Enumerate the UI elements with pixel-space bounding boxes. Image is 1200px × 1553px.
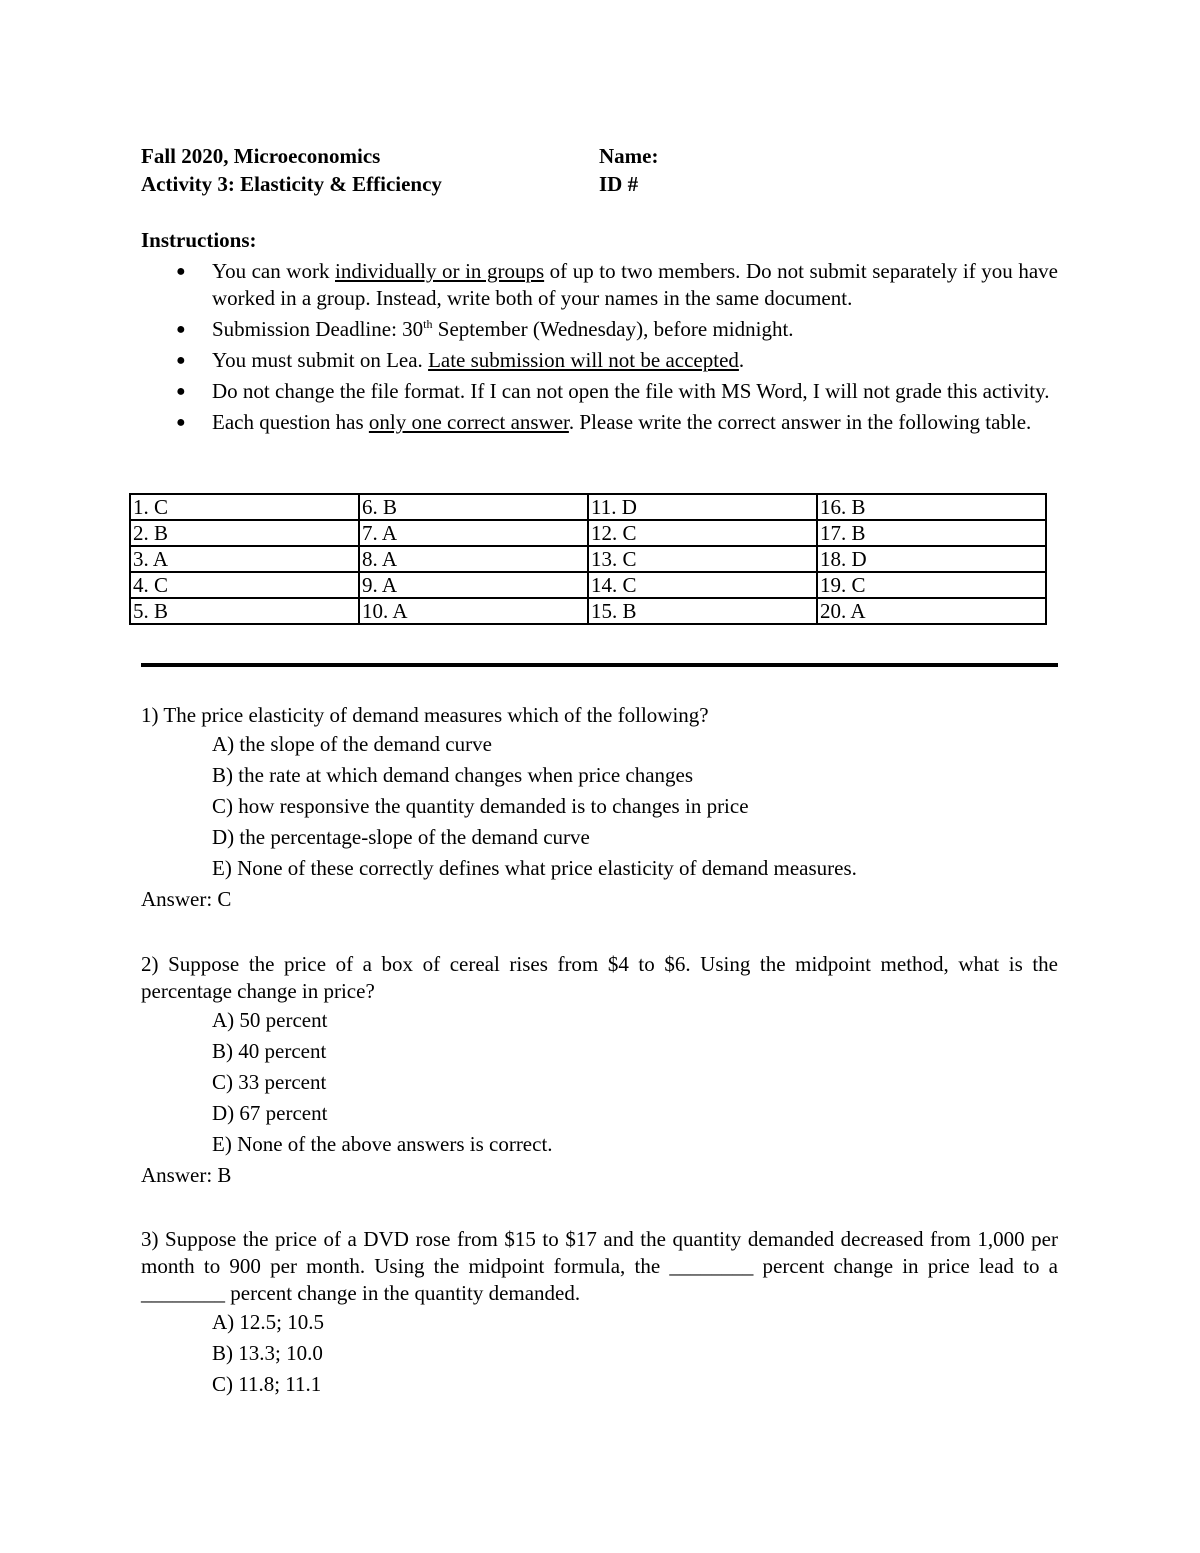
- question-option: E) None of these correctly defines what price elasticity of demand measures.: [212, 856, 857, 880]
- table-cell: 8. A: [359, 546, 588, 572]
- table-cell: 6. B: [359, 494, 588, 520]
- name-label: Name:: [599, 144, 659, 168]
- question-2: [141, 951, 1058, 1191]
- table-row: [130, 520, 1046, 546]
- question-1: [141, 702, 1058, 915]
- bullet-icon: ●: [176, 414, 186, 431]
- bullet-icon: ●: [176, 321, 186, 338]
- instruction-item: ● Do not change the file format. If I can not open the file with MS Word, I will not grade this activity.: [176, 379, 1050, 403]
- bullet-icon: ●: [176, 383, 186, 400]
- bullet-icon: ●: [176, 263, 186, 280]
- question-stem: 3) Suppose the price of a DVD rose from $15 to $17 and the quantity demanded decreased from 1,000 per month to 900 per month. Using the midpoint formula, the ________ percent change in price lead to a ________ percent change in the quantity demanded.: [141, 1227, 1058, 1305]
- question-option: A) the slope of the demand curve: [212, 732, 492, 756]
- table-cell: 15. B: [588, 598, 817, 624]
- horizontal-divider: [141, 663, 1058, 667]
- table-cell: 5. B: [130, 598, 359, 624]
- table-row: [130, 546, 1046, 572]
- table-cell: 4. C: [130, 572, 359, 598]
- id-label: ID #: [599, 172, 639, 196]
- student-fields: [599, 142, 658, 198]
- question-stem: 2) Suppose the price of a box of cereal rises from $4 to $6. Using the midpoint method, what is the percentage change in price?: [141, 952, 1058, 1003]
- table-cell: 10. A: [359, 598, 588, 624]
- question-option: E) None of the above answers is correct.: [212, 1132, 553, 1156]
- question-option: D) 67 percent: [212, 1101, 328, 1125]
- table-cell: 7. A: [359, 520, 588, 546]
- table-cell: 3. A: [130, 546, 359, 572]
- question-answer: Answer: B: [141, 1163, 232, 1187]
- table-row: [130, 494, 1046, 520]
- table-cell: 11. D: [588, 494, 817, 520]
- document-header: [141, 142, 1058, 198]
- table-cell: 19. C: [817, 572, 1046, 598]
- question-option: C) 33 percent: [212, 1070, 327, 1094]
- question-option: B) 13.3; 10.0: [212, 1341, 323, 1365]
- table-cell: 14. C: [588, 572, 817, 598]
- question-option: A) 12.5; 10.5: [212, 1310, 324, 1334]
- table-cell: 2. B: [130, 520, 359, 546]
- question-option: B) the rate at which demand changes when price changes: [212, 763, 694, 787]
- instruction-item: ● Submission Deadline: 30th September (Wednesday), before midnight.: [176, 317, 794, 341]
- table-row: [130, 598, 1046, 624]
- table-cell: 18. D: [817, 546, 1046, 572]
- table-row: [130, 572, 1046, 598]
- question-option: C) how responsive the quantity demanded is to changes in price: [212, 794, 749, 818]
- bullet-icon: ●: [176, 352, 186, 369]
- course-title: Fall 2020, Microeconomics: [141, 144, 381, 168]
- instructions-title: Instructions:: [141, 228, 257, 252]
- question-option: C) 11.8; 11.1: [212, 1372, 322, 1396]
- question-answer: Answer: C: [141, 887, 232, 911]
- table-cell: 12. C: [588, 520, 817, 546]
- question-option: D) the percentage-slope of the demand curve: [212, 825, 590, 849]
- table-cell: 1. C: [130, 494, 359, 520]
- answer-table: [129, 493, 1047, 625]
- activity-title: Activity 3: Elasticity & Efficiency: [141, 172, 442, 196]
- question-option: B) 40 percent: [212, 1039, 327, 1063]
- question-3: [141, 1226, 1058, 1400]
- question-stem: 1) The price elasticity of demand measures which of the following?: [141, 703, 709, 727]
- table-cell: 20. A: [817, 598, 1046, 624]
- instruction-item: ● You can work individually or in groups of up to two members. Do not submit separately if you have worked in a group. Instead, write both of your names in the same document.: [176, 259, 1058, 310]
- question-option: A) 50 percent: [212, 1008, 328, 1032]
- instruction-item: ● You must submit on Lea. Late submission will not be accepted.: [176, 348, 745, 372]
- table-cell: 17. B: [817, 520, 1046, 546]
- instruction-item: ● Each question has only one correct answer. Please write the correct answer in the following table.: [176, 410, 1032, 434]
- table-cell: 9. A: [359, 572, 588, 598]
- table-cell: 13. C: [588, 546, 817, 572]
- instructions-list: [141, 258, 1058, 440]
- table-cell: 16. B: [817, 494, 1046, 520]
